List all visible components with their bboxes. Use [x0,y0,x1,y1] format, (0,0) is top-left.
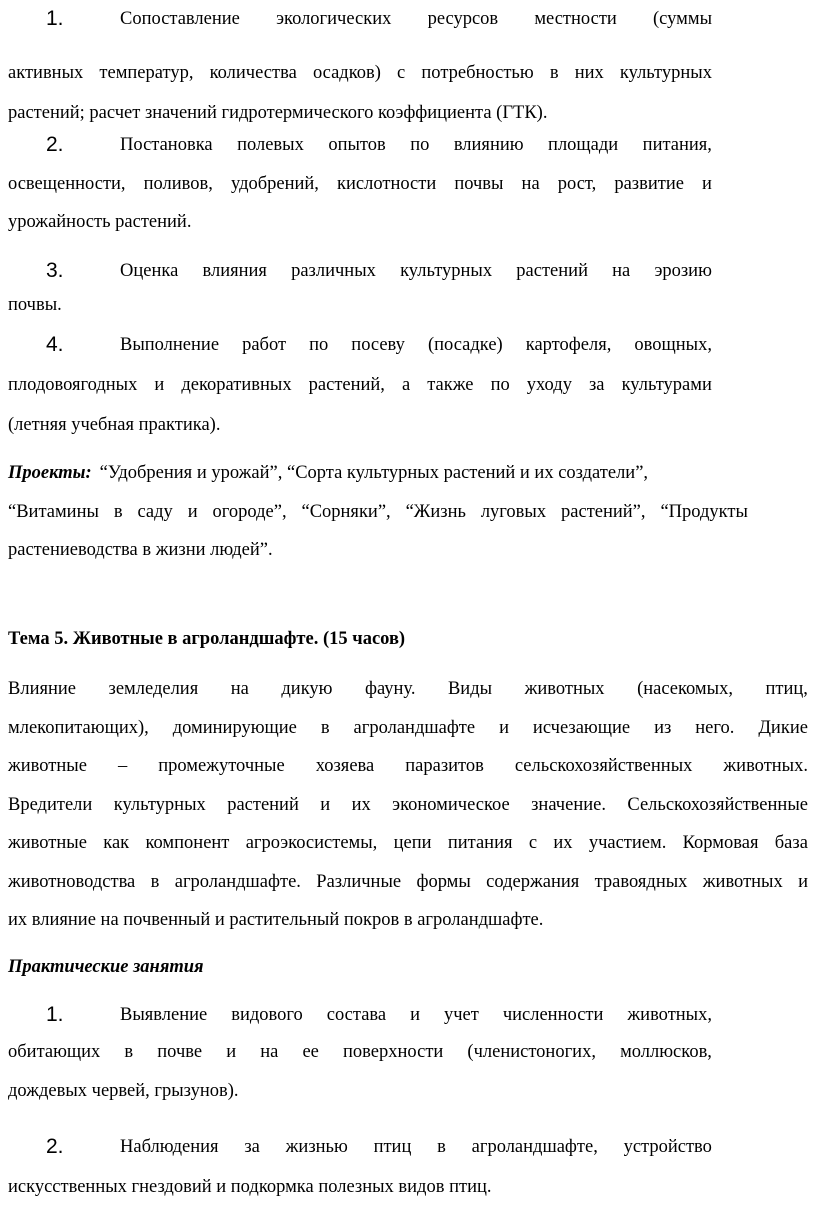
list-number: 1. [46,1003,64,1026]
list-item [8,996,712,1110]
list-item [8,126,712,241]
practical-heading [8,948,808,987]
projects-text-line: растениеводства в жизни людей”. [8,540,273,560]
list-text-line: Наблюдения за жизнью птиц в агроландшафте, устройство [120,1137,712,1157]
page-title: Тема 5. Животные в агроландшафте. (15 часов) [8,629,406,649]
list-text-line: Постановка полевых опытов по влиянию площади питания, [120,135,712,155]
list-item [8,326,712,444]
list-text-line: Выполнение работ по посеву (посадке) картофеля, овощных, [120,335,712,355]
list-text-line: урожайность растений. [8,212,192,232]
list-text-line: обитающих в почве и на ее поверхности (членистоногих, моллюсков, [8,1042,712,1062]
topic-heading [8,620,808,659]
list-item [8,0,712,132]
topic-paragraph [8,670,808,940]
list-number: 2. [46,133,64,156]
list-text-line: искусственных гнездовий и подкормка полезных видов птиц. [8,1177,492,1197]
projects-text-line: “Витамины в саду и огороде”, “Сорняки”, “Жизнь луговых растений”, “Продукты [8,501,748,522]
list-number: 2. [46,1135,64,1158]
topic-text-line: животные – промежуточные хозяева паразитов сельскохозяйственных животных. [8,756,808,776]
list-text-line: активных температур, количества осадков) с потребностью в них культурных [8,63,712,83]
list-number: 3. [46,259,64,282]
topic-text-line: Влияние земледелия на дикую фауну. Виды животных (насекомых, птиц, [8,679,808,699]
list-text-line: растений; расчет значений гидротермического коэффициента (ГТК). [8,103,548,123]
section-heading: Практические занятия [8,957,204,977]
list-number: 4. [46,333,64,356]
projects-label: Проекты: [8,463,92,483]
topic-text-line: животные как компонент агроэкосистемы, цепи питания с их участием. Кормовая база [8,833,808,853]
list-text-line: дождевых червей, грызунов). [8,1081,239,1101]
list-text-line: освещенности, поливов, удобрений, кислотности почвы на рост, развитие и [8,174,712,194]
topic-text-line: животноводства в агроландшафте. Различные формы содержания травоядных животных и [8,871,808,892]
list-item [8,252,712,320]
list-text-line: плодовоягодных и декоративных растений, а также по уходу за культурами [8,375,712,395]
list-text-line: (летняя учебная практика). [8,415,221,435]
topic-text-line: млекопитающих), доминирующие в агроландшафте и исчезающие из него. Дикие [8,717,808,738]
list-text-line: Выявление видового состава и учет численности животных, [120,1005,712,1025]
list-number: 1. [46,7,64,30]
topic-text-line: Вредители культурных растений и их экономическое значение. Сельскохозяйственные [8,794,808,815]
list-text-line: Оценка влияния различных культурных растений на эрозию [120,261,712,281]
projects-text-line: “Удобрения и урожай”, “Сорта культурных растений и их создатели”, [99,463,649,483]
list-text-line: почвы. [8,295,62,315]
list-item [8,1128,712,1206]
topic-text-line: их влияние на почвенный и растительный покров в агроландшафте. [8,910,544,930]
list-text-line: Сопоставление экологических ресурсов местности (суммы [120,9,712,29]
projects-paragraph [8,454,748,570]
